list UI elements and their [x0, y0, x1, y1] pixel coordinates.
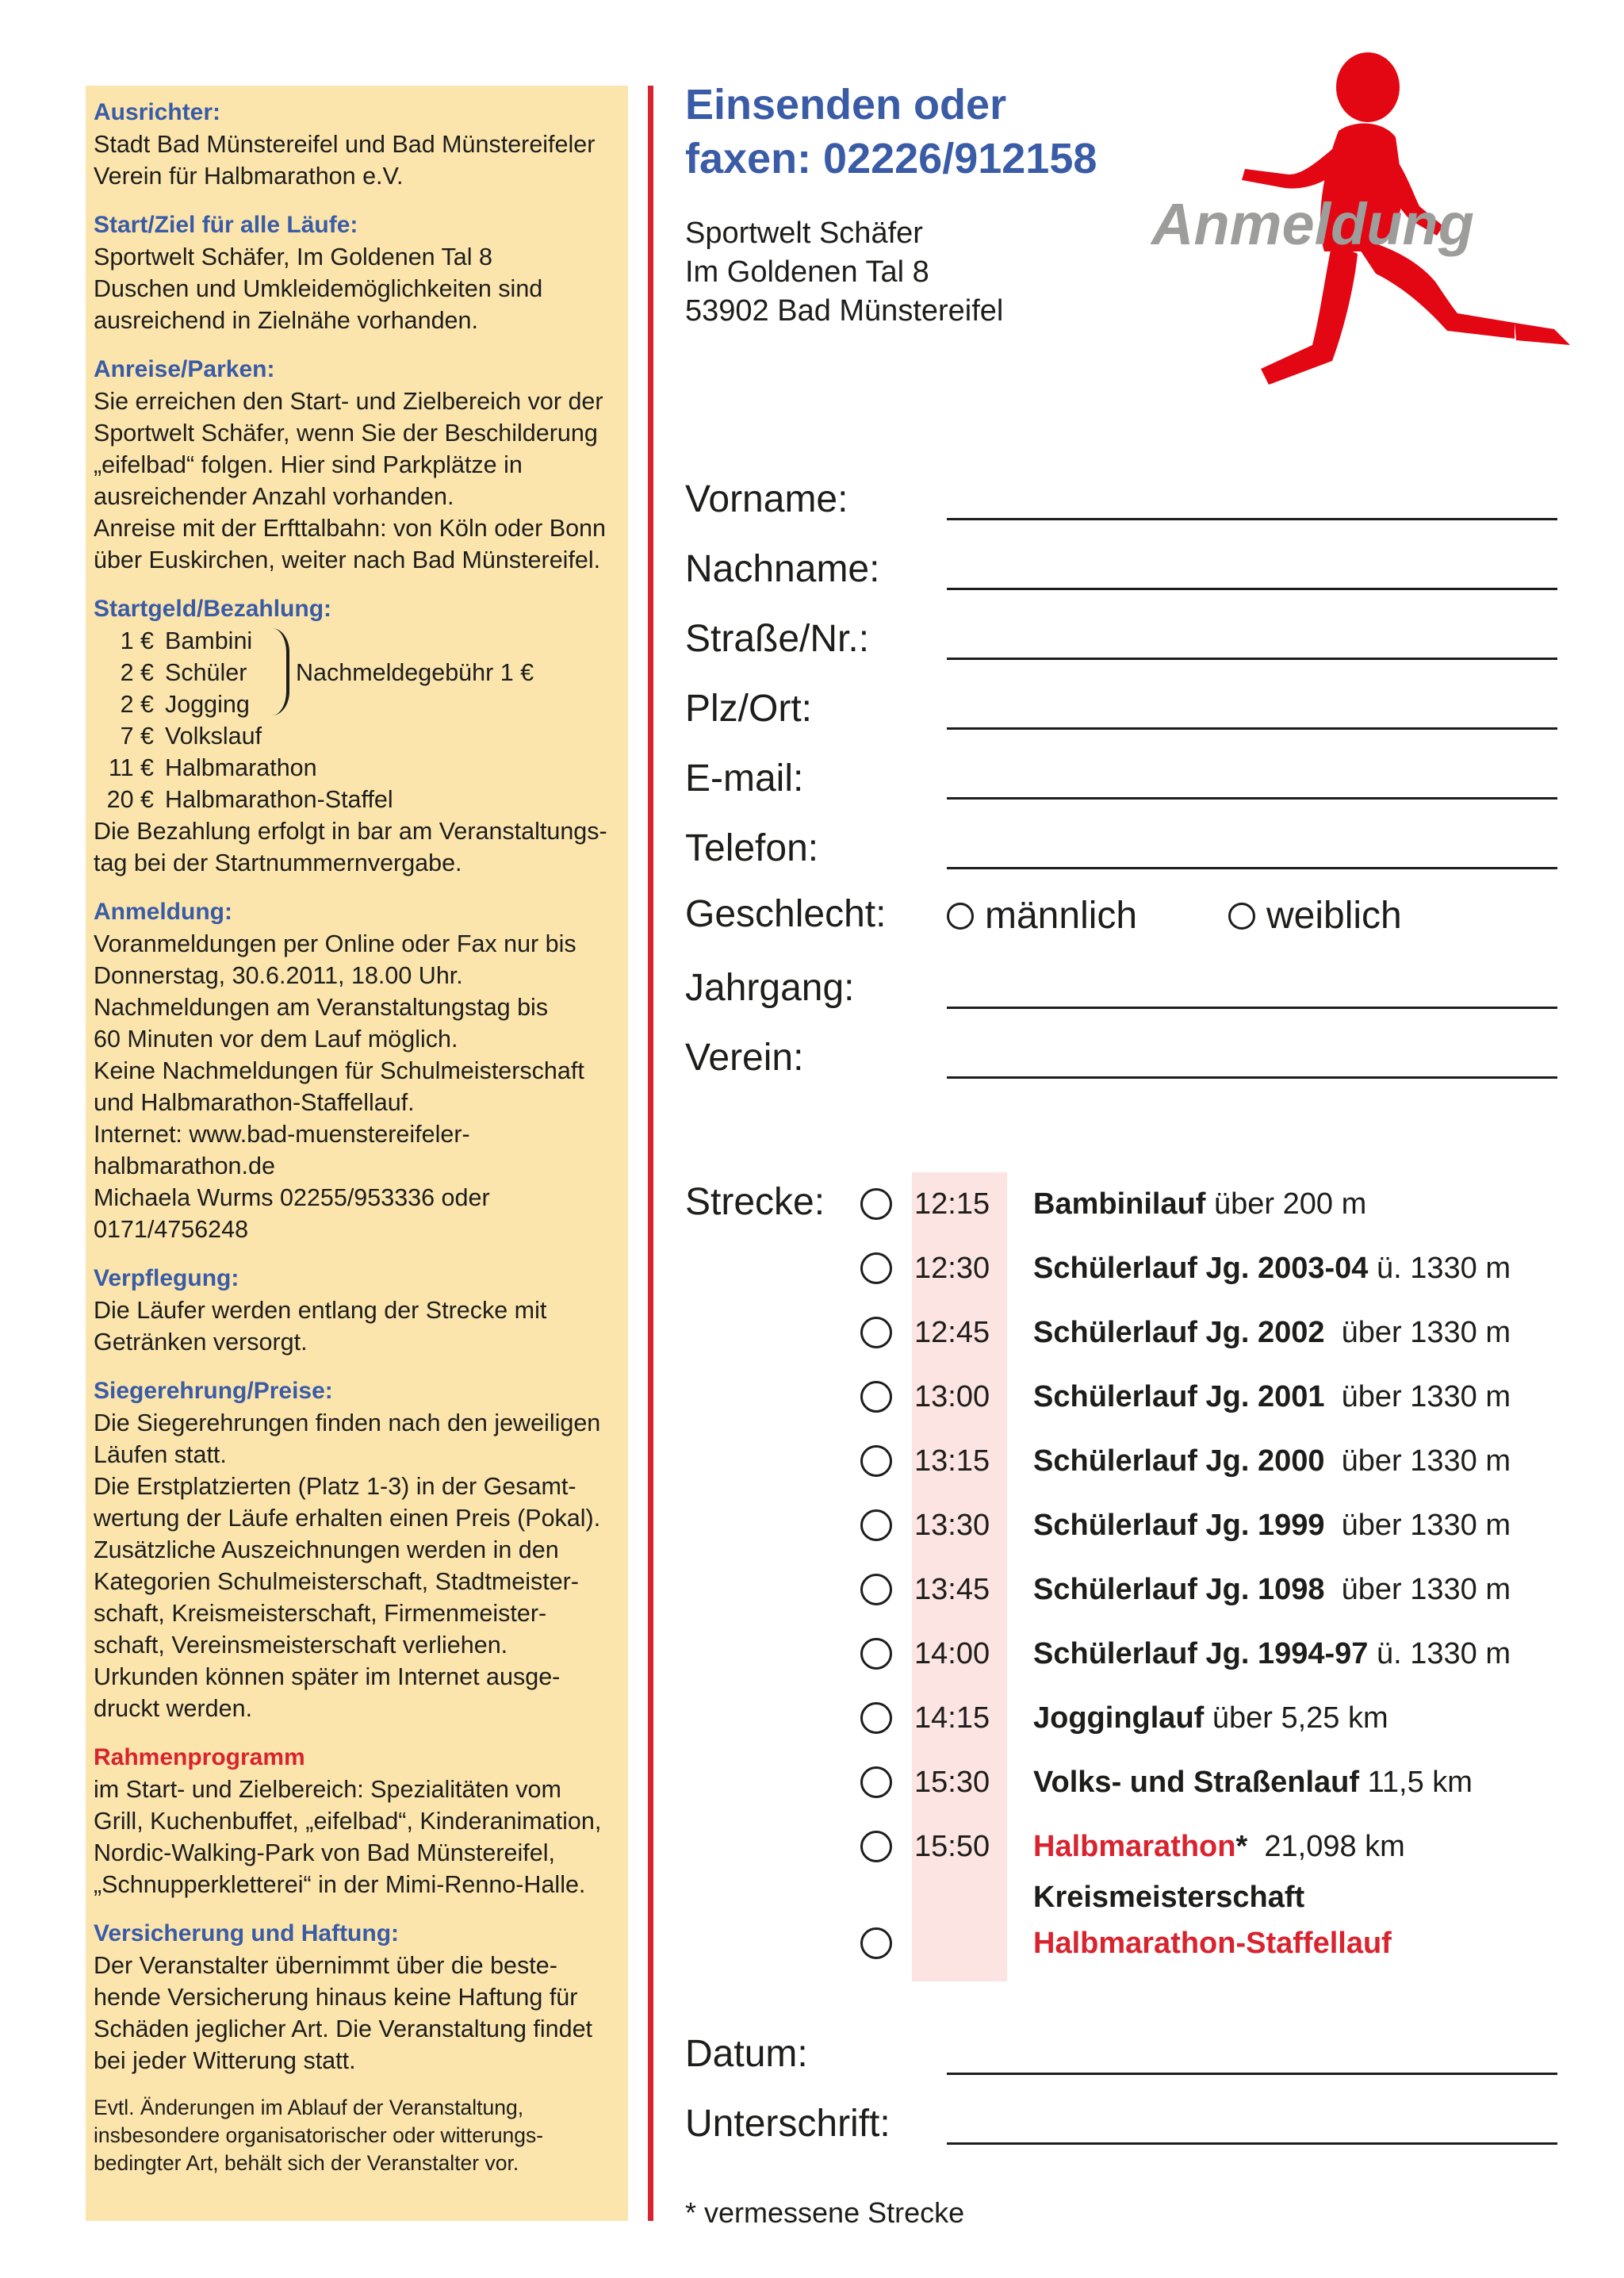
section-heading: Start/Ziel für alle Läufe:: [94, 212, 358, 238]
anmeldung-logo-word: Anmeldung: [1151, 191, 1474, 257]
section-anmeldung: [94, 896, 620, 1245]
input-line[interactable]: [947, 2142, 1557, 2145]
fee-label: Bambini: [165, 627, 253, 654]
datum-field[interactable]: [685, 2031, 1557, 2081]
address-line: Im Goldenen Tal 8: [685, 255, 929, 289]
fee-amount: 20 €: [106, 786, 154, 813]
text-line: bei jeder Witterung statt.: [94, 2047, 356, 2074]
route-name: Schülerlauf Jg. 1994-97: [1033, 1637, 1369, 1670]
fee-amount: 11 €: [108, 754, 154, 781]
route-option[interactable]: [860, 1501, 1574, 1549]
radio-circle-icon[interactable]: [860, 1317, 892, 1348]
text-line: tag bei der Startnummernvergabe.: [94, 849, 462, 876]
text-line: Zusätzliche Auszeichnungen werden in den: [94, 1536, 559, 1563]
text-line: bedingter Art, behält sich der Veranstalter vor.: [94, 2151, 519, 2175]
radio-circle-icon[interactable]: [860, 1702, 892, 1734]
route-time: 13:30: [914, 1509, 990, 1542]
section-versicherung: [94, 1918, 620, 2077]
text-line: Die Läufer werden entlang der Strecke mit: [94, 1297, 547, 1324]
fee-label: Schüler: [165, 659, 247, 686]
text-line: Läufen statt.: [94, 1441, 227, 1468]
footnote: * vermessene Strecke: [685, 2196, 965, 2229]
route-time: 12:45: [914, 1316, 990, 1349]
field-label: Plz/Ort:: [685, 688, 813, 730]
text-line: ausreichender Anzahl vorhanden.: [94, 483, 454, 510]
text-line: Verein für Halbmarathon e.V.: [94, 163, 404, 190]
input-line[interactable]: [947, 1076, 1557, 1079]
input-line[interactable]: [947, 2073, 1557, 2075]
fee-label: Volkslauf: [165, 723, 262, 750]
kreismeisterschaft-label: Kreismeisterschaft: [1033, 1881, 1305, 1914]
text-line: Grill, Kuchenbuffet, „eifelbad“, Kinderanimation,: [94, 1808, 602, 1835]
route-name: Schülerlauf Jg. 1999: [1033, 1509, 1325, 1542]
nachname-field[interactable]: [685, 546, 1557, 596]
fee-amount: 1 €: [120, 627, 154, 654]
fee-label: Halbmarathon: [165, 754, 317, 781]
radio-circle-icon[interactable]: [947, 903, 974, 930]
section-start-ziel: [94, 209, 620, 336]
route-option[interactable]: [860, 1309, 1574, 1356]
text-line: Die Bezahlung erfolgt in bar am Veranstaltungs-: [94, 818, 607, 845]
section-heading: Startgeld/Bezahlung:: [94, 596, 332, 622]
fee-amount: 7 €: [120, 723, 154, 750]
route-detail: 21,098 km: [1247, 1830, 1405, 1863]
input-line[interactable]: [947, 867, 1557, 869]
field-label: Verein:: [685, 1037, 804, 1079]
route-text: [1033, 1444, 1511, 1478]
fee-list: [94, 625, 620, 815]
route-text: [1033, 1765, 1473, 1800]
route-option[interactable]: [860, 1180, 1574, 1228]
route-detail: ü. 1330 m: [1368, 1637, 1511, 1670]
route-option[interactable]: [860, 1437, 1574, 1485]
text-line: insbesondere organisatorischer oder witterungs-: [94, 2123, 544, 2147]
input-line[interactable]: [947, 588, 1557, 590]
fee-row: [94, 752, 620, 784]
fee-row: [94, 688, 620, 720]
field-label: Straße/Nr.:: [685, 618, 870, 660]
route-time: 14:00: [914, 1637, 990, 1670]
route-time: 13:15: [914, 1444, 990, 1478]
route-detail: über 5,25 km: [1204, 1701, 1388, 1735]
route-name: Schülerlauf Jg. 2002: [1033, 1316, 1325, 1349]
route-time: 12:15: [914, 1187, 990, 1221]
field-label: Unterschrift:: [685, 2103, 891, 2145]
fee-label: Halbmarathon-Staffel: [165, 786, 393, 813]
radio-circle-icon[interactable]: [860, 1766, 892, 1798]
address-line: 53902 Bad Münstereifel: [685, 294, 1004, 328]
route-detail: 11,5 km: [1359, 1766, 1473, 1799]
route-name: Schülerlauf Jg. 1098: [1033, 1573, 1325, 1606]
field-label: Datum:: [685, 2033, 808, 2075]
route-detail: über 1330 m: [1324, 1380, 1511, 1413]
text-line: Kategorien Schulmeisterschaft, Stadtmeister-: [94, 1568, 579, 1595]
route-text: [1033, 1508, 1511, 1543]
route-time: 12:30: [914, 1252, 990, 1285]
route-time: 13:00: [914, 1380, 990, 1413]
input-line[interactable]: [947, 658, 1557, 660]
text-line: Sie erreichen den Start- und Zielbereich vor der: [94, 388, 603, 415]
text-line: Evtl. Änderungen im Ablauf der Veranstaltung,: [94, 2096, 524, 2119]
text-line: 0171/4756248: [94, 1216, 249, 1243]
route-name: Schülerlauf Jg. 2000: [1033, 1444, 1325, 1478]
route-option[interactable]: [860, 1566, 1574, 1613]
section-verpflegung: [94, 1263, 620, 1358]
fee-row: [94, 625, 620, 657]
text-line: halbmarathon.de: [94, 1152, 275, 1179]
route-option[interactable]: [860, 1758, 1574, 1806]
text-line: Die Siegerehrungen finden nach den jeweiligen: [94, 1409, 601, 1436]
text-line: hende Versicherung hinaus keine Haftung für: [94, 1984, 578, 2011]
section-heading: Rahmenprogramm: [94, 1744, 305, 1770]
route-text: [1033, 1379, 1511, 1414]
route-text: [1033, 1315, 1511, 1350]
route-option[interactable]: [860, 1244, 1574, 1292]
route-option[interactable]: [860, 1694, 1574, 1742]
field-label: E-mail:: [685, 757, 804, 800]
route-name: Halbmarathon: [1033, 1830, 1236, 1863]
route-detail: über 1330 m: [1324, 1573, 1511, 1606]
field-label: Jahrgang:: [685, 967, 855, 1009]
route-text: [1033, 1572, 1511, 1607]
route-option[interactable]: [860, 1373, 1574, 1421]
text-line: Donnerstag, 30.6.2011, 18.00 Uhr.: [94, 962, 463, 989]
geschlecht-field: [685, 892, 1557, 943]
section-anreise: [94, 354, 620, 576]
input-line[interactable]: [947, 1007, 1557, 1009]
text-line: Urkunden können später im Internet ausge-: [94, 1663, 561, 1690]
unterschrift-field[interactable]: [685, 2100, 1557, 2151]
text-line: Der Veranstalter übernimmt über die beste-: [94, 1952, 557, 1979]
route-name: Volks- und Straßenlauf: [1033, 1766, 1360, 1799]
radio-circle-icon[interactable]: [860, 1831, 892, 1862]
address-line: Sportwelt Schäfer: [685, 217, 923, 250]
radio-circle-icon[interactable]: [860, 1188, 892, 1220]
radio-circle-icon[interactable]: [860, 1509, 892, 1541]
text-line: Sportwelt Schäfer, Im Goldenen Tal 8: [94, 244, 492, 270]
text-line: „Schnupperkletterei“ in der Mimi-Renno-Halle.: [94, 1871, 586, 1898]
text-line: „eifelbad“ folgen. Hier sind Parkplätze in: [94, 451, 523, 478]
title-line: Einsenden oder: [685, 81, 1007, 128]
route-time: 15:50: [914, 1830, 990, 1863]
email-field[interactable]: [685, 755, 1557, 806]
text-line: Voranmeldungen per Online oder Fax nur bis: [94, 930, 576, 957]
text-line: Duschen und Umkleidemöglichkeiten sind: [94, 275, 543, 302]
address-block: [685, 214, 1003, 331]
radio-circle-icon[interactable]: [860, 1252, 892, 1284]
jahrgang-field[interactable]: [685, 965, 1557, 1015]
route-time: 14:15: [914, 1701, 990, 1735]
route-text: [1033, 1701, 1388, 1735]
section-heading: Versicherung und Haftung:: [94, 1920, 400, 1946]
text-line: Schäden jeglicher Art. Die Veranstaltung findet: [94, 2015, 593, 2042]
route-option-halbmarathon[interactable]: [860, 1823, 1574, 1870]
section-organizer: [94, 97, 620, 192]
brace-icon: [272, 628, 289, 715]
telefon-field[interactable]: [685, 825, 1557, 876]
text-line: Michaela Wurms 02255/953336 oder: [94, 1184, 490, 1211]
radio-circle-icon[interactable]: [860, 1574, 892, 1605]
text-line: Nachmeldungen am Veranstaltungstag bis: [94, 994, 549, 1021]
route-detail: über 1330 m: [1324, 1444, 1511, 1478]
text-line: Internet: www.bad-muenstereifeler-: [94, 1121, 470, 1148]
route-name: Jogginglauf: [1033, 1701, 1205, 1735]
verein-field[interactable]: [685, 1034, 1557, 1085]
text-line: Die Erstplatzierten (Platz 1-3) in der Gesamt-: [94, 1473, 576, 1500]
route-option[interactable]: [860, 1630, 1574, 1678]
route-text: [1033, 1187, 1366, 1221]
plz-ort-field[interactable]: [685, 685, 1557, 736]
route-detail: über 1330 m: [1324, 1509, 1511, 1542]
fee-amount: 2 €: [120, 659, 154, 686]
route-time: 15:30: [914, 1766, 990, 1799]
section-heading: Verpflegung:: [94, 1265, 239, 1291]
section-heading: Siegerehrung/Preise:: [94, 1378, 333, 1404]
route-text: [1033, 1251, 1511, 1286]
text-line: druckt werden.: [94, 1695, 253, 1722]
fee-row: [94, 720, 620, 752]
text-line: Anreise mit der Erfttalbahn: von Köln oder Bonn: [94, 515, 606, 542]
fee-row: [94, 784, 620, 815]
text-line: Keine Nachmeldungen für Schulmeisterschaft: [94, 1057, 584, 1084]
section-heading: Ausrichter:: [94, 99, 221, 125]
strecke-label: Strecke:: [685, 1181, 825, 1223]
radio-circle-icon[interactable]: [1228, 903, 1255, 930]
field-label: Vorname:: [685, 478, 848, 520]
route-text: [1033, 1829, 1405, 1864]
radio-circle-icon[interactable]: [860, 1445, 892, 1477]
vorname-field[interactable]: [685, 476, 1557, 527]
footnote-star: *: [1235, 1830, 1248, 1863]
section-startgeld: [94, 593, 620, 879]
route-detail: über 200 m: [1205, 1187, 1367, 1221]
gender-option-female[interactable]: [1228, 894, 1402, 938]
route-name: Bambinilauf: [1033, 1187, 1206, 1221]
text-line: im Start- und Zielbereich: Spezialitäten vom: [94, 1776, 561, 1803]
fee-amount: 2 €: [120, 691, 154, 718]
text-line: ausreichend in Zielnähe vorhanden.: [94, 307, 478, 334]
route-detail: über 1330 m: [1324, 1316, 1511, 1349]
text-line: schaft, Vereinsmeisterschaft verliehen.: [94, 1632, 508, 1659]
section-rahmenprogramm: [94, 1742, 620, 1900]
text-line: Sportwelt Schäfer, wenn Sie der Beschilderung: [94, 420, 598, 447]
strasse-field[interactable]: [685, 616, 1557, 666]
text-line: und Halbmarathon-Staffellauf.: [94, 1089, 415, 1116]
radio-circle-icon[interactable]: [860, 1927, 892, 1959]
text-line: über Euskirchen, weiter nach Bad Münstereifel.: [94, 546, 601, 573]
route-detail: ü. 1330 m: [1368, 1252, 1511, 1285]
radio-circle-icon[interactable]: [860, 1381, 892, 1413]
late-fee-note: Nachmeldegebühr 1 €: [296, 659, 534, 686]
text-line: wertung der Läufe erhalten einen Preis (Pokal).: [94, 1505, 601, 1532]
route-time: 13:45: [914, 1573, 990, 1606]
input-line[interactable]: [947, 727, 1557, 730]
text-line: Stadt Bad Münstereifel und Bad Münstereifeler: [94, 131, 596, 158]
input-line[interactable]: [947, 797, 1557, 800]
section-siegerehrung: [94, 1375, 620, 1724]
column-divider: [648, 86, 653, 2221]
radio-circle-icon[interactable]: [860, 1638, 892, 1670]
text-line: Nordic-Walking-Park von Bad Münstereifel,: [94, 1839, 555, 1866]
text-line: Getränken versorgt.: [94, 1329, 308, 1356]
info-panel: [86, 86, 628, 2221]
text-line: 60 Minuten vor dem Lauf möglich.: [94, 1026, 458, 1053]
field-label: Telefon:: [685, 827, 819, 869]
title-line: faxen: 02226/912158: [685, 135, 1097, 182]
section-note: [94, 2094, 620, 2177]
text-line: schaft, Kreismeisterschaft, Firmenmeister-: [94, 1600, 547, 1627]
field-label: Geschlecht:: [685, 893, 887, 935]
input-line[interactable]: [947, 518, 1557, 520]
field-label: Nachname:: [685, 548, 880, 590]
route-option-staffel[interactable]: Halbmarathon-Staffellauf: [1033, 1927, 1392, 1960]
option-label: männlich: [985, 895, 1138, 937]
route-name: Schülerlauf Jg. 2001: [1033, 1380, 1325, 1413]
fee-label: Jogging: [165, 691, 250, 718]
section-heading: Anreise/Parken:: [94, 356, 275, 382]
route-text: [1033, 1636, 1511, 1671]
route-name: Schülerlauf Jg. 2003-04: [1033, 1252, 1369, 1285]
section-heading: Anmeldung:: [94, 899, 232, 925]
gender-option-male[interactable]: [947, 894, 1137, 938]
option-label: weiblich: [1266, 895, 1402, 937]
